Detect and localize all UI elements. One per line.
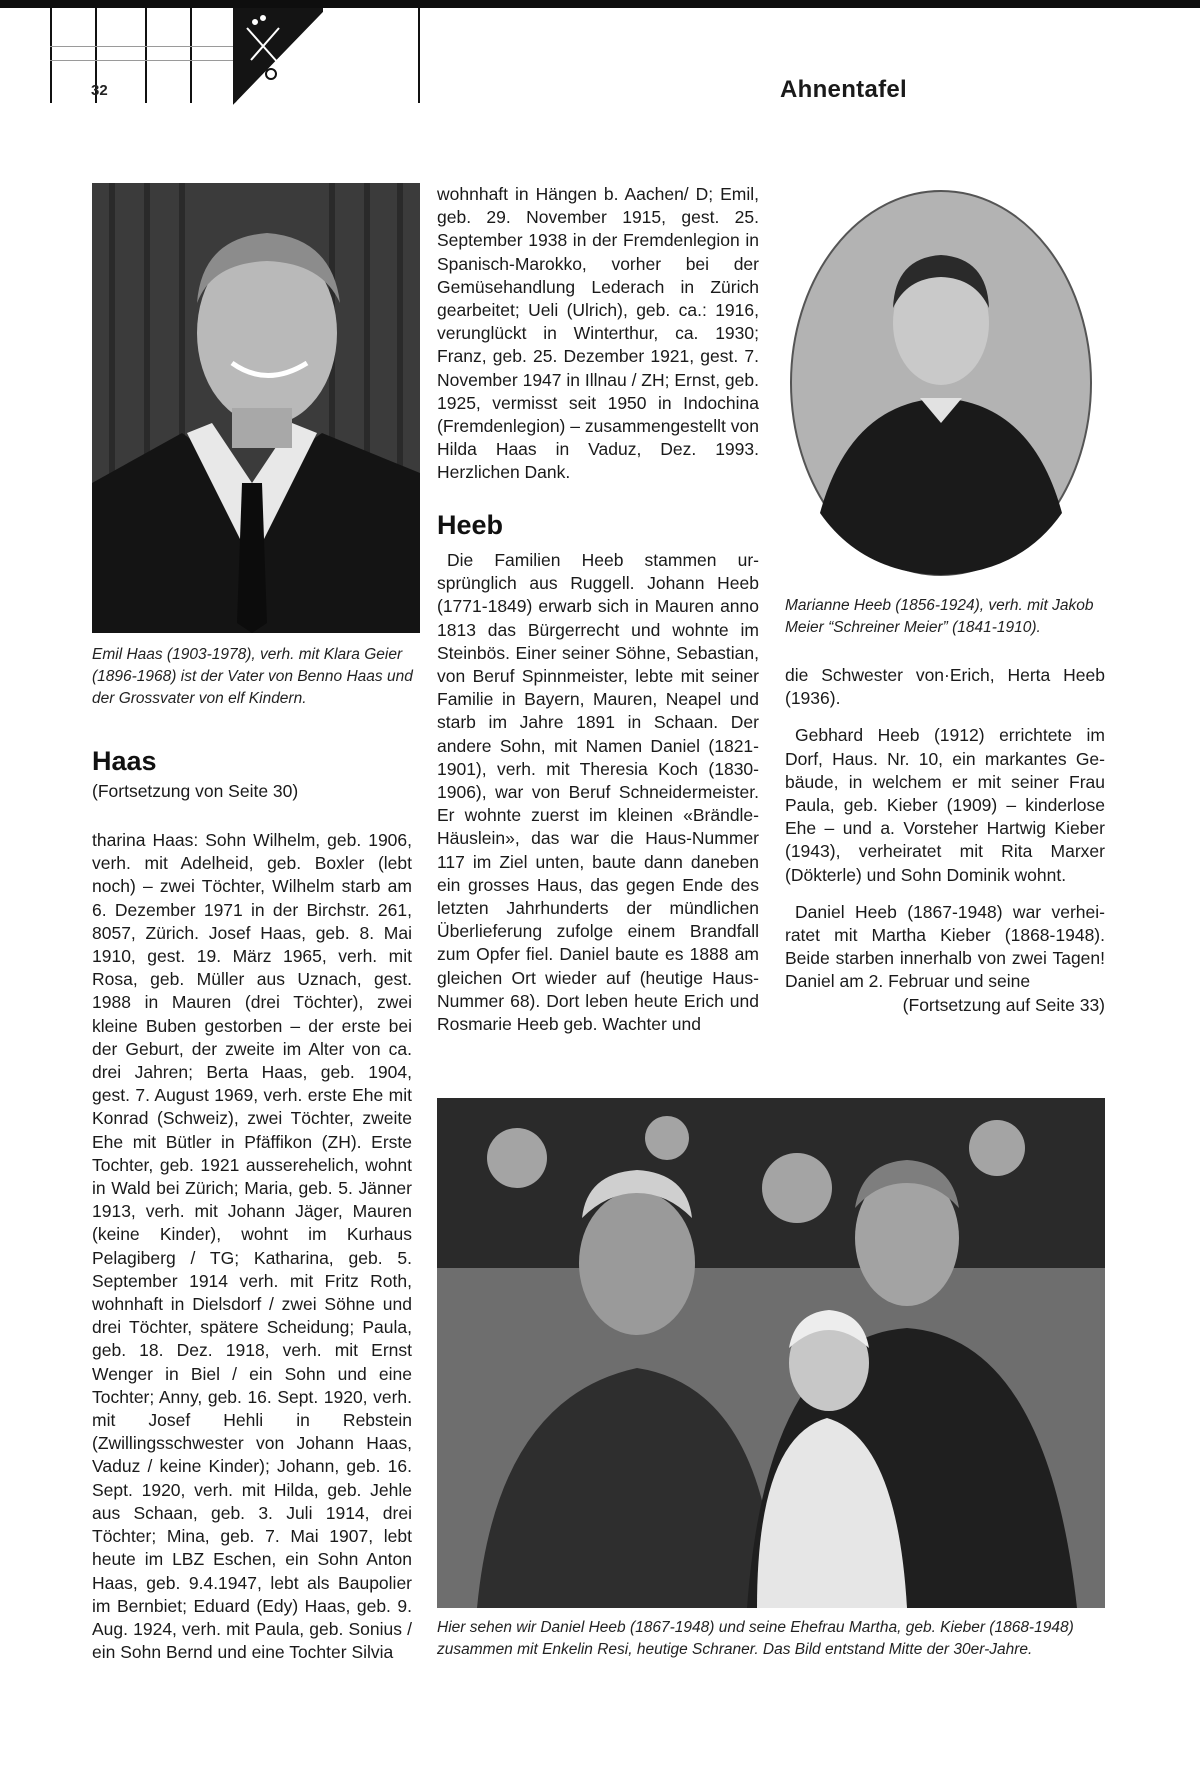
middle-top-text: wohnhaft in Hängen b. Aachen/ D; Emil, geb. 29. November 1915, gest. 25. September 1938 in der Fremdenlegion in Spanisch-Marokko, vorher bei der Gemüsehandlung Lederach in Zürich gearbeitet; Ueli (Ulrich), geb. ca.: 1916, verunglückt in Winterthur, ca. 1930; Franz, geb. 25. Dezember 1921, gest. 7. November 1947 in Illnau / ZH; Ernst, geb. 1925, vermisst seit 1950 in Indochina (Fremdenlegion) – zusammengestellt von Hilda Haas in Vaduz, Dez. 1993. Herzlichen Dank. [437,184,759,483]
right-paragraph-3: Daniel Heeb (1867-1948) war verheiratet mit Martha Kieber (1868-1948). Beide starben innerhalb von zwei Tagen! Daniel am 2. Februar und seine [785,901,1105,992]
section-title-haas: Haas [92,746,157,776]
crossed-tools-logo-icon [233,8,323,105]
page-number: 32 [91,82,108,99]
right-column-text [785,664,1105,1017]
right-paragraph-2: Gebhard Heeb (1912) errichtete im Dorf, Haus. Nr. 10, ein markantes Gebäude, in welchem er mit seiner Frau Paula, geb. Kieber (1909) – kinderlose Ehe – und a. Vorsteher Hartwig Kieber (1943), verheiratet mit Rita Marxer (Dökterle) und Sohn Dominik wohnt. [785,725,1105,885]
section-subtitle-haas: (Fortsetzung von Seite 30) [92,781,299,801]
haas-body-text: tharina Haas: Sohn Wilhelm, geb. 1906, verh. mit Adelheid, geb. Boxler (lebt noch) – zwei Töchter, Wilhelm starb am 6. Dezember 1971 in der Birchstr. 261, 8057, Zürich. Josef Haas, geb. 8. Mai 1910, gest. 19. März 1965, verh. mit Rosa, geb. Müller aus Uznach, gest. 1988 in Mauren (drei Töchter), zwei kleine Buben gestorben – der erste bei der Geburt, der zweite im Alter von ca. drei Jahren; Berta Haas, geb. 1904, gest. 7. August 1969, verh. erste Ehe mit Konrad (Schweiz), zwei Töchter, zweite Ehe mit Bütler in Pfäffikon (ZH). Erste Tochter, geb. 1921 ausserehelich, wohnt in Wald bei Zürich; Maria, geb. 5. Jänner 1913, verh. mit Johann Jäger, Mauren (keine Kinder), wohnt im Kurhaus Pelagiberg / TG; Katharina, geb. 5. September 1914 verh. mit Fritz Roth, wohnhaft in Dielsdorf / zwei Söhne und drei Töchter, spätere Scheidung; Paula, geb. 18. Dez. 1918, verh. mit Ernst Wenger in Biel / ein Sohn und eine Tochter; Anny, geb. 16. Sept. 1920, verh. mit Josef Hehli in Rebstein (Zwillingsschwester von Johann Haas, Vaduz / keine Kinder); Johann, geb. 16. Sept. 1920, verh. mit Hilda, geb. Jehle aus Schaan, geb. 3. Juli 1914, drei Töchter; Mina, geb. 7. Mai 1907, lebt heute im LBZ Eschen, ein Sohn Anton Haas, geb. 9.4.1947, lebt als Baupolier im Bernbiet; Eduard (Edy) Haas, geb. 9. Aug. 1924, verh. mit Paula, geb. Sonius / ein Sohn Bernd und eine Tochter Silvia [92,830,412,1663]
running-title: Ahnentafel [780,76,908,103]
photo-emil-haas [92,183,420,633]
right-paragraph-1: die Schwester von·Erich, Herta Heeb (1936). [785,665,1105,709]
section-title-heeb: Heeb [437,510,504,540]
continuation-note: (Fortsetzung auf Seite 33) [902,994,1105,1015]
caption-marianne-heeb: Marianne Heeb (1856-1924), verh. mit Jakob Meier “Schreiner Meier” (1841-1910). [785,597,1094,636]
caption-emil-haas: Emil Haas (1903-1978), verh. mit Klara Geier (1896-1968) ist der Vater von Benno Haas und der Grossvater von elf Kindern. [92,646,413,707]
photo-heeb-family [437,1098,1105,1608]
caption-heeb-family: Hier sehen wir Daniel Heeb (1867-1948) und seine Ehefrau Martha, geb. Kieber (1868-1948) zusammen mit Enkelin Resi, heutige Schraner. Das Bild entstand Mitte der 30er-Jahre. [437,1619,1074,1658]
photo-marianne-heeb [780,183,1102,583]
heeb-body-text: Die Familien Heeb stammen ursprünglich aus Ruggell. Johann Heeb (1771-1849) erwarb sich in Mauren anno 1813 das Bürgerrecht und wohnte im Steinbös. Einer seiner Söhne, Sebastian, von Beruf Spinnmeister, lebte mit seiner Familie in Bayern, Mauren, Neapel und starb im Jahre 1891 in Schaan. Der andere Sohn, mit Namen Daniel (1821-1901), verh. mit Theresia Koch (1830-1906), war von Beruf Schneidermeister. Er wohnte zuerst im kleinen «Brändle-Häuslein», das war die Haus-Nummer 117 im Ziel unten, baute dann daneben ein grosses Haus, das gegen Ende des letzten Jahrhunderts der mündlichen Überlieferung zufolge einem Brandfall zum Opfer fiel. Daniel baute es 1888 am gleichen Ort wieder auf (heutige Haus-Nummer 68). Dort leben heute Erich und Rosmarie Heeb geb. Wachter und [437,550,759,1035]
top-rule [0,0,1200,8]
